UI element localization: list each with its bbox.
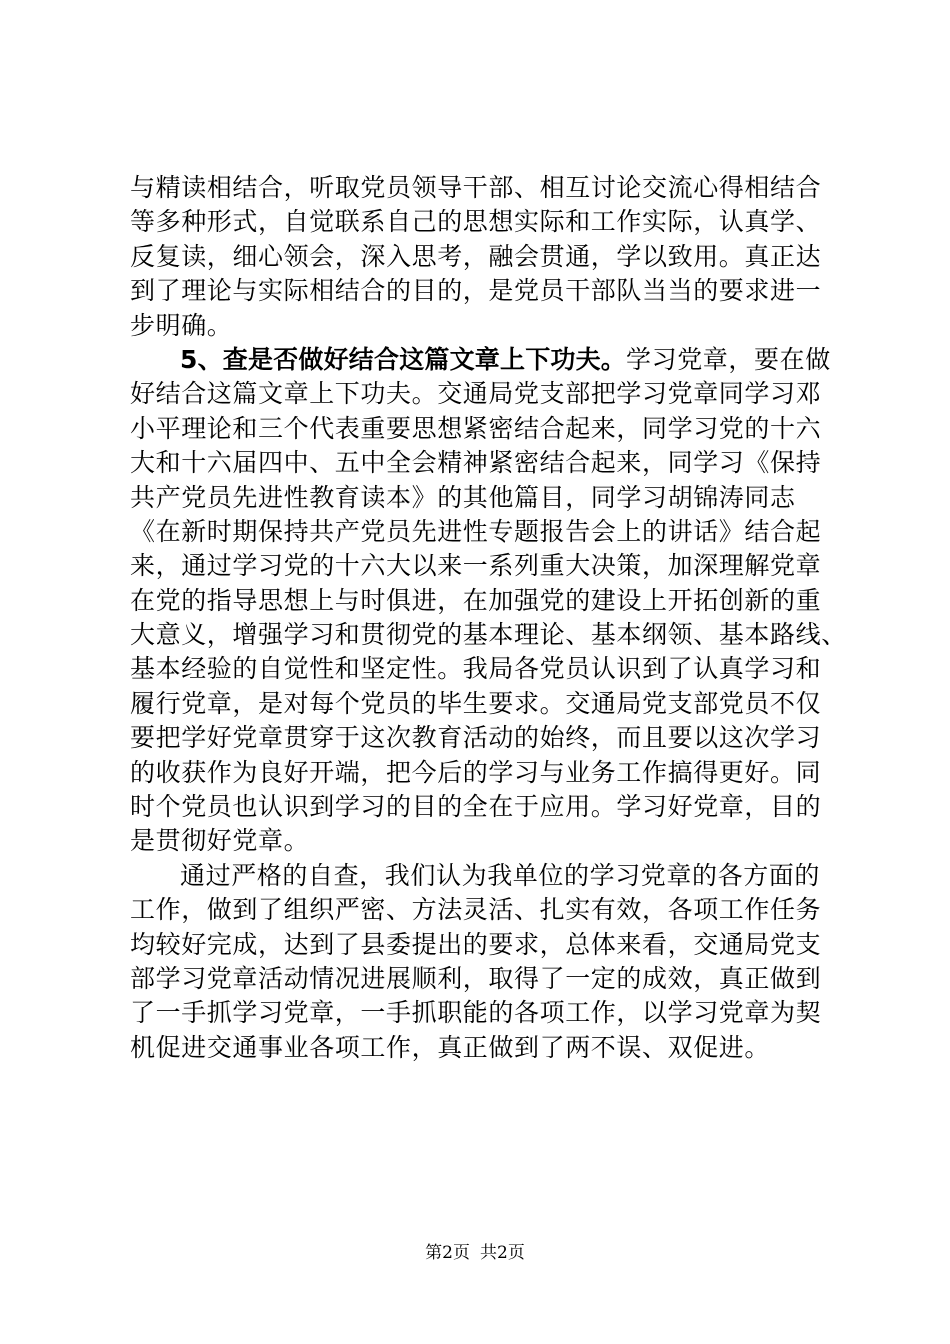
text-line: 在党的指导思想上与时俱进，在加强党的建设上开拓创新的重: [130, 585, 822, 615]
text-line: 等多种形式，自觉联系自己的思想实际和工作实际，认真学、: [130, 207, 822, 237]
paragraph-3: [130, 859, 830, 1065]
text-line: 均较好完成，达到了县委提出的要求，总体来看，交通局党支: [130, 929, 822, 959]
paragraph-2: [130, 343, 847, 859]
text-line: [130, 343, 830, 377]
text-line: 部学习党章活动情况进展顺利，取得了一定的成效，真正做到: [130, 963, 822, 993]
document-body: [130, 171, 847, 1065]
paragraph-1: [130, 171, 830, 343]
text-line: 《在新时期保持共产党员先进性专题报告会上的讲话》结合起: [130, 516, 822, 546]
text-line: 履行党章，是对每个党员的毕生要求。交通局党支部党员不仅: [130, 688, 822, 718]
text-line: 与精读相结合，听取党员领导干部、相互讨论交流心得相结合: [130, 173, 822, 202]
text-line: 大和十六届四中、五中全会精神紧密结合起来，同学习《保持: [130, 448, 822, 478]
page-footer: [0, 1243, 950, 1263]
text-line: 了一手抓学习党章，一手抓职能的各项工作，以学习党章为契: [130, 998, 822, 1028]
text-line: 共产党员先进性教育读本》的其他篇目，同学习胡锦涛同志: [130, 482, 796, 512]
page-total: 共2页: [480, 1243, 525, 1263]
heading-line-text: 学习党章，要在做: [626, 344, 831, 374]
section-heading: 5、查是否做好结合这篇文章上下功夫。: [180, 344, 626, 374]
text-line: 到了理论与实际相结合的目的，是党员干部队当当的要求进一: [130, 276, 822, 306]
text-line: 大意义，增强学习和贯彻党的基本理论、基本纲领、基本路线、: [130, 620, 847, 650]
text-line: 来，通过学习党的十六大以来一系列重大决策，加深理解党章: [130, 551, 822, 581]
text-line: 好结合这篇文章上下功夫。交通局党支部把学习党章同学习邓: [130, 379, 822, 409]
text-line: 步明确。: [130, 310, 233, 340]
text-line: 基本经验的自觉性和坚定性。我局各党员认识到了认真学习和: [130, 654, 822, 684]
text-line: 小平理论和三个代表重要思想紧密结合起来，同学习党的十六: [130, 413, 822, 443]
text-line: 机促进交通事业各项工作，真正做到了两不误、双促进。: [130, 1032, 771, 1062]
text-line: 通过严格的自查，我们认为我单位的学习党章的各方面的: [180, 860, 821, 890]
text-line: 是贯彻好党章。: [130, 826, 310, 856]
text-line: 时个党员也认识到学习的目的全在于应用。学习好党章，目的: [130, 792, 822, 822]
text-line: 的收获作为良好开端，把今后的学习与业务工作搞得更好。同: [130, 757, 822, 787]
page-number: 第2页: [425, 1243, 470, 1263]
text-line: 工作，做到了组织严密、方法灵活、扎实有效，各项工作任务: [130, 895, 822, 925]
text-line: 反复读，细心领会，深入思考，融会贯通，学以致用。真正达: [130, 241, 822, 271]
text-line: 要把学好党章贯穿于这次教育活动的始终，而且要以这次学习: [130, 723, 822, 753]
